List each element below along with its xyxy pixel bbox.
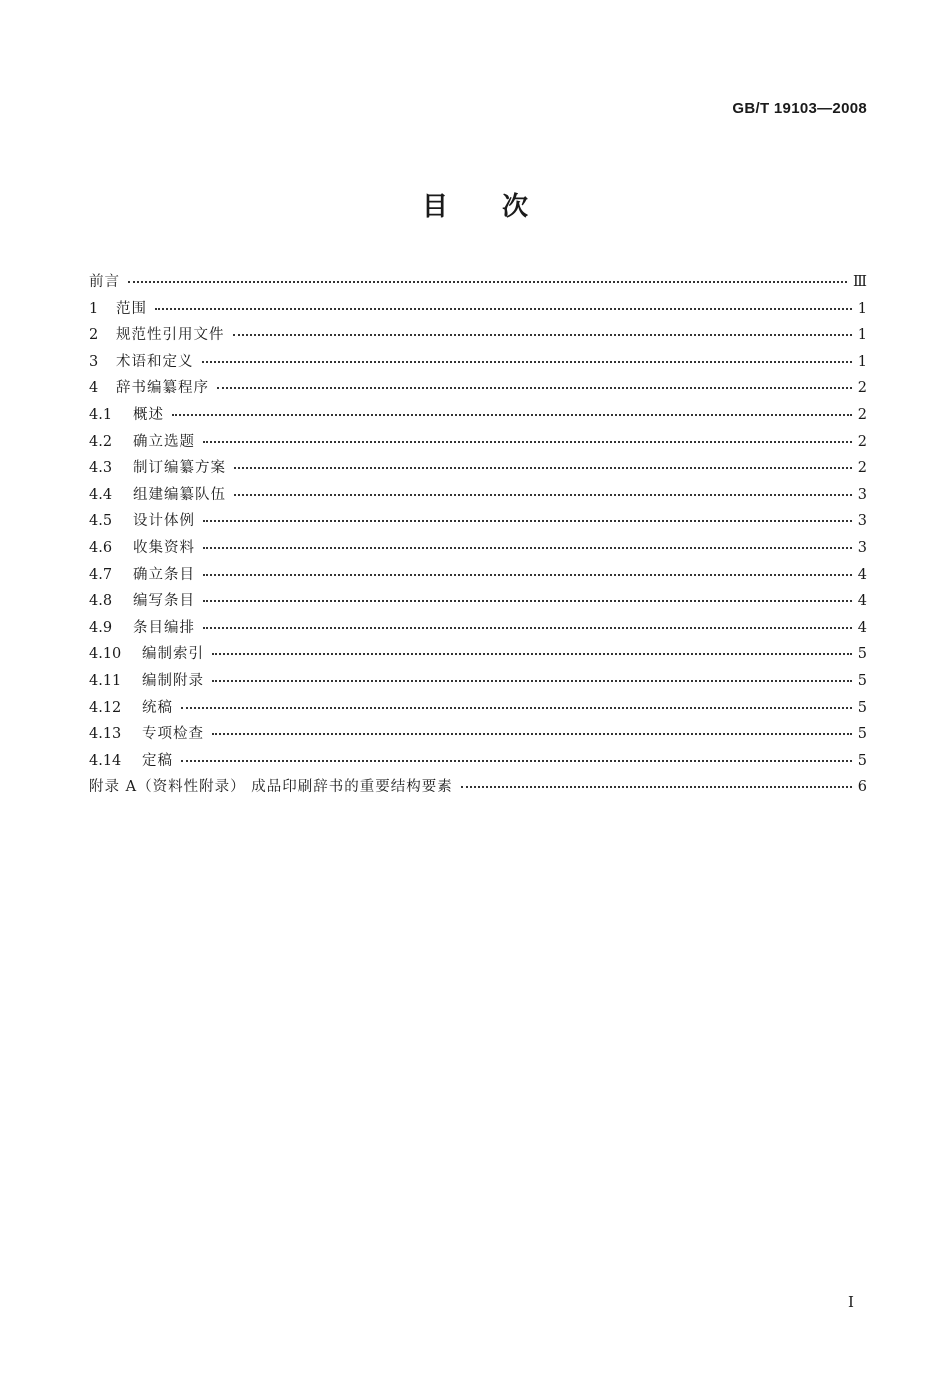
toc-entry-text: 条目编排 <box>133 619 195 636</box>
toc-entry-text: 定稿 <box>142 752 173 769</box>
toc-entry-4-12[interactable] <box>89 695 867 722</box>
toc-page-number: 2 <box>857 460 867 477</box>
toc-entry-number: 4.2 <box>89 433 113 450</box>
toc-entry-4-4[interactable] <box>89 482 867 509</box>
toc-page-number: 5 <box>857 646 867 663</box>
toc-entry-number: 4 <box>89 380 99 397</box>
toc-entry-number: 4.11 <box>89 672 122 689</box>
toc-entry-number: 4.3 <box>89 460 113 477</box>
toc-entry-number: 4.4 <box>89 486 113 503</box>
toc-leader <box>202 361 852 363</box>
toc-entry-4-9[interactable] <box>89 615 867 642</box>
toc-entry-4-14[interactable] <box>89 748 867 775</box>
toc-entry-4-7[interactable] <box>89 562 867 589</box>
toc-entry-4-5[interactable] <box>89 508 867 535</box>
toc-entry-number: 4.9 <box>89 619 113 636</box>
toc-entry-number: 4.1 <box>89 406 113 423</box>
toc-page-number: 3 <box>857 539 867 556</box>
toc-page-number: 5 <box>857 672 867 689</box>
toc-entry-number: 4.13 <box>89 726 122 743</box>
toc-entry-number: 2 <box>89 327 99 344</box>
toc-entry-number: 4.7 <box>89 566 113 583</box>
toc-leader <box>203 600 852 602</box>
toc-entry-number: 4.6 <box>89 539 113 556</box>
toc-page-number: 4 <box>857 593 867 610</box>
toc-page-number: 3 <box>857 486 867 503</box>
toc-entry-text: 编制索引 <box>142 646 204 663</box>
toc-page-number: 5 <box>857 752 867 769</box>
toc-leader <box>203 574 852 576</box>
toc-leader <box>181 760 852 762</box>
toc-page-number: 1 <box>857 300 867 317</box>
toc-entry-text: 收集资料 <box>133 539 195 556</box>
toc-page-number: 5 <box>857 726 867 743</box>
toc-leader <box>203 627 852 629</box>
toc-page-number: 3 <box>857 513 867 530</box>
toc-entry-4-1[interactable] <box>89 402 867 429</box>
toc-entry-2[interactable] <box>89 322 867 349</box>
toc-list <box>89 269 867 801</box>
toc-page-number: 2 <box>857 406 867 423</box>
toc-entry-number: 4.12 <box>89 699 122 716</box>
toc-entry-text: 前言 <box>89 274 120 290</box>
toc-entry-4[interactable] <box>89 375 867 402</box>
toc-entry-text: 辞书编纂程序 <box>116 380 209 397</box>
toc-entry-text: 设计体例 <box>133 513 195 530</box>
toc-entry-number: 4.5 <box>89 513 113 530</box>
toc-title-char-2: 次 <box>502 192 529 222</box>
toc-title-char-1: 目 <box>421 192 448 222</box>
toc-leader <box>233 334 852 336</box>
toc-entry-text: 术语和定义 <box>116 353 194 370</box>
toc-entry-4-8[interactable] <box>89 588 867 615</box>
toc-leader <box>203 547 852 549</box>
toc-leader <box>234 467 852 469</box>
standard-number: GB/T 19103—2008 <box>732 100 867 117</box>
toc-entry-text: 编制附录 <box>142 672 204 689</box>
toc-entry-text: 编写条目 <box>133 593 195 610</box>
toc-entry-4-2[interactable] <box>89 429 867 456</box>
toc-leader <box>203 520 852 522</box>
toc-entry-text: 附录 A（资料性附录） 成品印刷辞书的重要结构要素 <box>89 779 453 796</box>
toc-leader <box>234 494 852 496</box>
toc-entry-4-11[interactable] <box>89 668 867 695</box>
toc-page-number: 1 <box>857 327 867 344</box>
toc-entry-number: 4.10 <box>89 646 122 663</box>
page-folio: I <box>848 1293 854 1311</box>
toc-entry-1[interactable] <box>89 296 867 323</box>
toc-page-number: 4 <box>857 619 867 636</box>
toc-leader <box>212 733 852 735</box>
toc-leader <box>212 680 852 682</box>
toc-entry-text: 确立选题 <box>133 433 195 450</box>
toc-entry-number: 3 <box>89 353 99 370</box>
toc-leader <box>212 653 852 655</box>
toc-entry-number: 4.14 <box>89 752 122 769</box>
toc-entry-text: 范围 <box>116 300 147 317</box>
toc-entry-text: 统稿 <box>142 699 173 716</box>
toc-leader <box>172 414 852 416</box>
toc-entry-4-3[interactable] <box>89 455 867 482</box>
toc-entry-text: 制订编纂方案 <box>133 460 226 477</box>
toc-entry-3[interactable] <box>89 349 867 376</box>
toc-entry-4-10[interactable] <box>89 641 867 668</box>
toc-page-number: 6 <box>857 779 867 796</box>
toc-entry-4-13[interactable] <box>89 721 867 748</box>
toc-leader <box>203 441 852 443</box>
toc-leader <box>181 707 852 709</box>
toc-entry-text: 规范性引用文件 <box>116 327 225 344</box>
toc-entry-4-6[interactable] <box>89 535 867 562</box>
toc-page-number: 2 <box>857 433 867 450</box>
toc-leader <box>217 387 852 389</box>
toc-leader <box>461 786 852 788</box>
toc-entry-annex-a[interactable] <box>89 774 867 801</box>
toc-page-number: 2 <box>857 380 867 397</box>
toc-entry-text: 确立条目 <box>133 566 195 583</box>
toc-title <box>0 186 950 223</box>
toc-page-number: 5 <box>857 699 867 716</box>
toc-page-number: 4 <box>857 566 867 583</box>
toc-leader <box>128 281 847 283</box>
toc-entry-text: 概述 <box>133 406 164 423</box>
toc-page-number: 1 <box>857 353 867 370</box>
toc-entry-foreword[interactable] <box>89 269 867 296</box>
toc-entry-number: 1 <box>89 300 99 317</box>
toc-entry-text: 专项检查 <box>142 726 204 743</box>
toc-leader <box>155 308 852 310</box>
toc-page-number: Ⅲ <box>853 274 867 290</box>
toc-entry-number: 4.8 <box>89 593 113 610</box>
toc-entry-text: 组建编纂队伍 <box>133 486 226 503</box>
